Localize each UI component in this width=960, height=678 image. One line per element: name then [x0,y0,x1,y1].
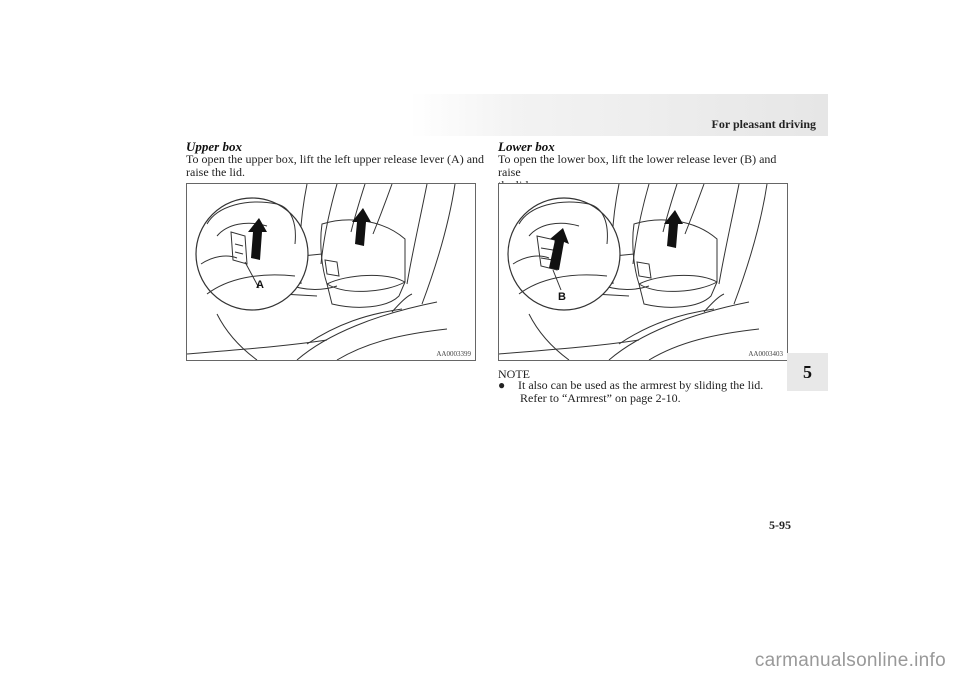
lower-box-figure-code: AA0003403 [748,350,783,358]
chapter-tab: 5 [787,353,828,391]
lower-box-line-1: To open the lower box, lift the lower release lever (B) and raise [498,152,777,179]
lower-box-figure [498,183,788,361]
upper-box-line-1: To open the upper box, lift the left upper release lever (A) and [186,152,485,166]
page-header [410,94,828,136]
lower-box-illustration [499,184,787,360]
upper-box-label: A [256,279,264,291]
page-number: 5-95 [769,518,791,532]
upper-box-heading: Upper box [186,139,242,154]
upper-box-figure-code: AA0003399 [436,350,471,358]
watermark: carmanualsonline.info [754,650,946,671]
upper-box-text [186,153,486,179]
lower-box-heading: Lower box [498,139,555,154]
section-title: For pleasant driving [711,117,816,131]
upper-box-figure [186,183,476,361]
lower-box-label: B [558,291,566,303]
note-item [498,379,763,405]
upper-box-line-2: raise the lid. [186,165,245,179]
upper-box-illustration [187,184,475,360]
note-line-1: It also can be used as the armrest by sliding the lid. [518,378,764,392]
note-line-2: Refer to “Armrest” on page 2-10. [520,391,681,405]
note-label: NOTE [498,367,530,381]
bullet-icon: ● [498,378,506,392]
